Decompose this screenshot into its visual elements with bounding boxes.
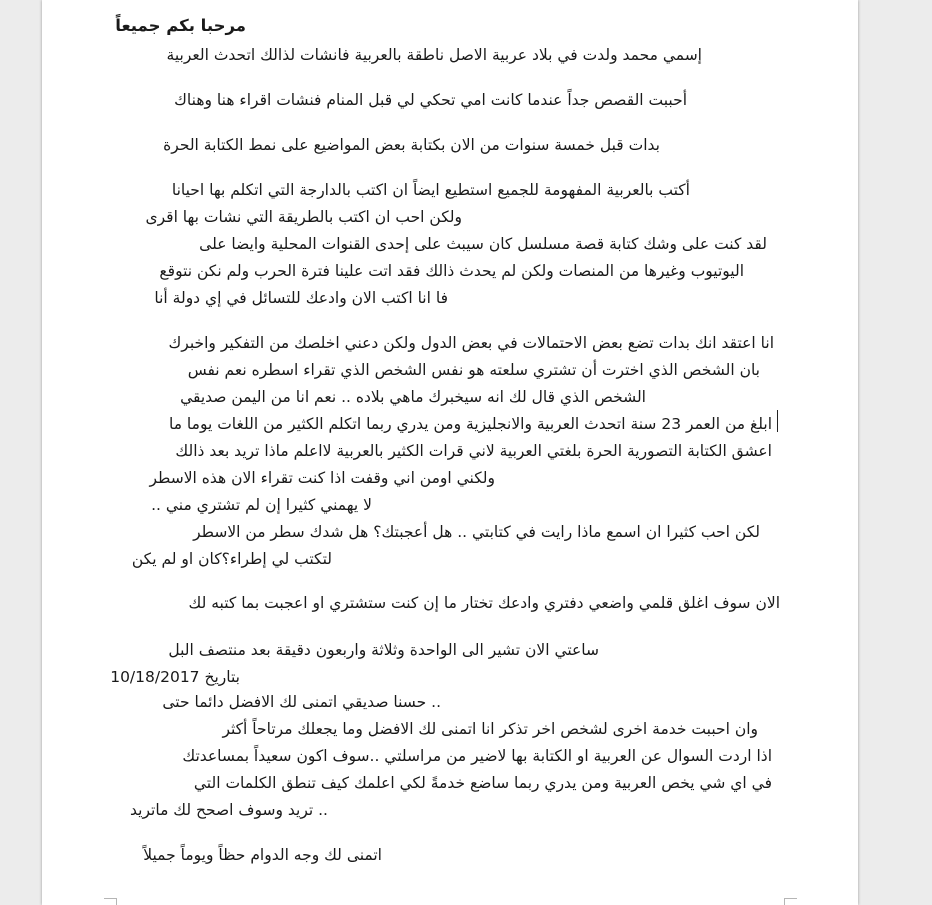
text-line: اتمنى لك وجه الدوام حظاً ويوماً جميلاً — [143, 846, 382, 864]
text-line: أكتب بالعربية المفهومة للجميع استطيع ايضاً ان اكتب بالدارجة التي اتكلم بها احيانا — [171, 181, 690, 199]
text-line: لا يهمني كثيرا إن لم تشتري مني .. — [151, 496, 372, 514]
text-line: لقد كنت على وشك كتابة قصة مسلسل كان سيبث على إحدى القنوات المحلية وايضا على — [199, 235, 767, 253]
text-line: أحببت القصص جداً عندما كانت امي تحكي لي قبل المنام فنشات اقراء هنا وهناك — [174, 91, 687, 109]
text-line: بدات قبل خمسة سنوات من الان بكتابة بعض المواضيع على نمط الكتابة الحرة — [163, 136, 660, 154]
page-corner-mark-left — [104, 898, 117, 905]
text-line: اذا اردت السوال عن العربية او الكتابة بها لاضير من مراسلتي ..سوف اكون سعيداً بمساعدتك — [182, 747, 772, 765]
text-line: فا انا اكتب الان وادعك للتسائل في إي دولة أنا — [154, 289, 448, 307]
page-corner-mark-right — [784, 898, 797, 905]
text-line: .. حسنا صديقي اتمنى لك الافضل دائما حتى — [162, 693, 441, 711]
text-line: لتكتب لي إطراء؟كان او لم يكن — [131, 550, 332, 568]
text-line: لكن احب كثيرا ان اسمع ماذا رايت في كتابتي .. هل أعجبتك؟ هل شدك سطر من الاسطر — [193, 523, 760, 541]
text-line: إسمي محمد ولدت في بلاد عربية الاصل ناطقة بالعربية فانشات لذالك اتحدث العربية — [166, 46, 702, 64]
text-line: الان سوف اغلق قلمي واضعي دفتري وادعك تختار ما إن كنت ستشتري او اعجبت بما كتبه لك — [188, 594, 780, 612]
text-line: في اي شي يخص العربية ومن يدري ربما ساضع خدمةً لكي اعلمك كيف تنطق الكلمات التي — [193, 774, 772, 792]
text-line: ولكني اومن اني وقفت اذا كنت تقراء الان هذه الاسطر — [149, 469, 495, 487]
document-title: مرحبا بكم جميعاً — [115, 16, 246, 35]
text-line: الشخص الذي قال لك انه سيخبرك ماهي بلاده .. نعم انا من اليمن صديقي — [180, 388, 646, 406]
text-cursor — [777, 410, 778, 432]
text-line: .. تريد وسوف اصحح لك ماتريد — [130, 801, 328, 819]
text-line: اعشق الكتابة التصورية الحرة بلغتي العربية لاني قرات الكثير بالعربية لااعلم ماذا تريد بعد ذالك — [175, 442, 772, 460]
text-line: ولكن احب ان اكتب بالطريقة التي نشات بها اقرى — [145, 208, 462, 226]
text-line: انا اعتقد انك بدات تضع بعض الاحتمالات في بعض الدول ولكن دعني اخلصك من التفكير واخبرك — [168, 334, 774, 352]
text-line: ساعتي الان تشير الى الواحدة وثلاثة واربعون دقيقة بعد منتصف البل — [168, 641, 599, 659]
text-line: بان الشخص الذي اخترت أن تشتري سلعته هو نفس الشخص الذي تقراء اسطره نعم نفس — [187, 361, 760, 379]
text-line: اليوتيوب وغيرها من المنصات ولكن لم يحدث ذالك فقد اتت علينا فترة الحرب ولم نكن نتوقع — [159, 262, 744, 280]
text-line: وان احببت خدمة اخرى لشخص اخر تذكر انا اتمنى لك الافضل وما يجعلك مرتاحاً أكثر — [222, 720, 758, 738]
text-line: بتاريخ 10/18/2017 — [110, 668, 240, 686]
text-line: ابلغ من العمر 23 سنة اتحدث العربية والانجليزية ومن يدري ربما اتكلم الكثير من اللغات يوما ما — [168, 415, 772, 433]
